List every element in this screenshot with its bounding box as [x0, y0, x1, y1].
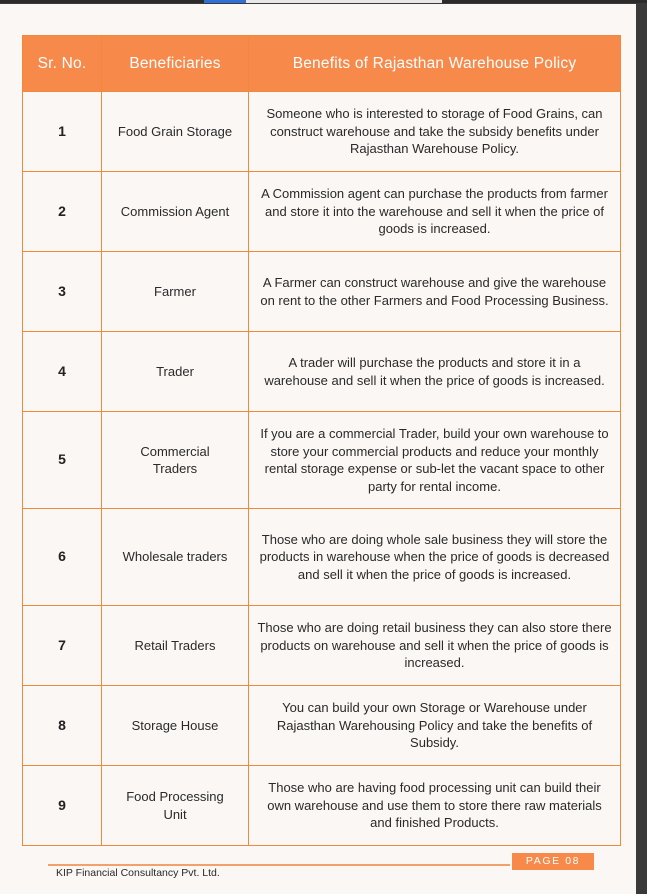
table-row [23, 686, 621, 766]
row-number: 5 [23, 412, 102, 509]
row-beneficiary: Food Processing Unit [102, 766, 249, 846]
table-row [23, 332, 621, 412]
table-row [23, 766, 621, 846]
viewer-tab-active [204, 0, 246, 3]
table-row [23, 252, 621, 332]
row-benefit: A Commission agent can purchase the products from farmer and store it into the warehouse and sell it when the price of goods is increased. [249, 172, 621, 252]
row-benefit: Someone who is interested to storage of Food Grains, can construct warehouse and take the subsidy benefits under Rajasthan Warehouse Policy. [249, 92, 621, 172]
row-number: 3 [23, 252, 102, 332]
row-beneficiary: Farmer [102, 252, 249, 332]
row-beneficiary: Trader [102, 332, 249, 412]
page-number-badge: PAGE 08 [512, 853, 594, 870]
benefits-table [22, 35, 621, 846]
table-row [23, 92, 621, 172]
row-beneficiary: Commercial Traders [102, 412, 249, 509]
table-row [23, 412, 621, 509]
table-row [23, 509, 621, 606]
row-number: 9 [23, 766, 102, 846]
header-beneficiaries: Beneficiaries [102, 36, 249, 92]
row-number: 6 [23, 509, 102, 606]
table-row [23, 606, 621, 686]
row-benefit: A trader will purchase the products and store it in a warehouse and sell it when the price of goods is increased. [249, 332, 621, 412]
row-beneficiary: Retail Traders [102, 606, 249, 686]
viewer-top-bar [0, 0, 647, 3]
header-benefits: Benefits of Rajasthan Warehouse Policy [249, 36, 621, 92]
document-page [0, 4, 636, 894]
viewer-tab [246, 0, 442, 3]
row-benefit: Those who are doing whole sale business they will store the products in warehouse when the price of goods is decreased and sell it when the price of goods is increased. [249, 509, 621, 606]
row-number: 2 [23, 172, 102, 252]
row-benefit: Those who are doing retail business they can also store there products on warehouse and sell it when the price of goods is increased. [249, 606, 621, 686]
row-number: 7 [23, 606, 102, 686]
row-beneficiary: Storage House [102, 686, 249, 766]
row-beneficiary: Food Grain Storage [102, 92, 249, 172]
row-number: 4 [23, 332, 102, 412]
row-number: 1 [23, 92, 102, 172]
row-number: 8 [23, 686, 102, 766]
row-benefit: A Farmer can construct warehouse and give the warehouse on rent to the other Farmers and Food Processing Business. [249, 252, 621, 332]
row-beneficiary: Wholesale traders [102, 509, 249, 606]
row-benefit: Those who are having food processing unit can build their own warehouse and use them to store there raw materials and finished Products. [249, 766, 621, 846]
footer-divider [48, 864, 510, 866]
row-benefit: If you are a commercial Trader, build your own warehouse to store your commercial products and reduce your monthly rental storage expense or sub-let the vacant space to other party for rental income. [249, 412, 621, 509]
table-header-row [23, 36, 621, 92]
viewer-scrollbar-gutter [636, 4, 647, 894]
footer-company-name: KIP Financial Consultancy Pvt. Ltd. [56, 867, 220, 879]
table-row [23, 172, 621, 252]
header-sr-no: Sr. No. [23, 36, 102, 92]
row-benefit: You can build your own Storage or Warehouse under Rajasthan Warehousing Policy and take the benefits of Subsidy. [249, 686, 621, 766]
row-beneficiary: Commission Agent [102, 172, 249, 252]
